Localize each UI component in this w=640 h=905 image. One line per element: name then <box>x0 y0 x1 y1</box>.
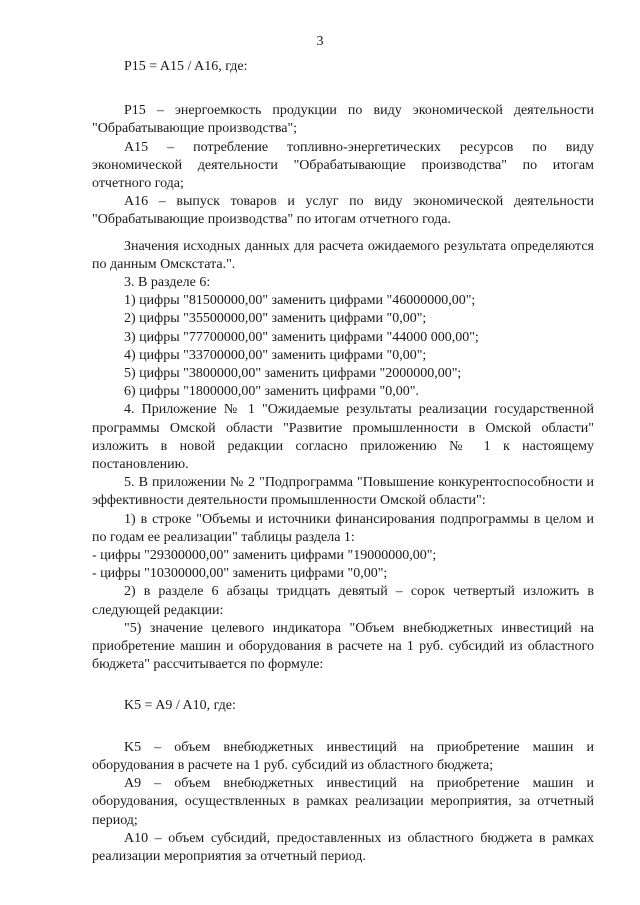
item-3-line-3: 3) цифры "77700000,00" заменить цифрами "44000 000,00"; <box>124 329 479 345</box>
definition-k5: K5 – объем внебюджетных инвестиций на приобретение машин и оборудования в расчете на 1 руб. субсидий из областного бюджета; <box>92 739 594 773</box>
quoted-indicator-text: "5) значение целевого индикатора "Объем внебюджетных инвестиций на приобретение машин и оборудования в расчете на 1 руб. субсидий из областного бюджета" рассчитывается по формуле: <box>92 620 594 673</box>
formula-k5: K5 = A9 / A10, где: <box>124 697 236 713</box>
item-3-line-5: 5) цифры "3800000,00" заменить цифрами "2000000,00"; <box>124 366 462 382</box>
page-number: 3 <box>316 34 324 49</box>
item-3-line-2: 2) цифры "35500000,00" заменить цифрами "0,00"; <box>124 311 427 327</box>
definition-p15: P15 – энергоемкость продукции по виду экономической деятельности "Обрабатывающие производства"; <box>92 103 594 137</box>
definition-a9: A9 – объем внебюджетных инвестиций на приобретение машин и оборудования, осуществленных в рамках реализации мероприятия, за отчетный период; <box>92 776 594 828</box>
item-3-line-1: 1) цифры "81500000,00" заменить цифрами "46000000,00"; <box>124 293 476 309</box>
item-5-subitem-2: 2) в разделе 6 абзацы тридцать девятый – сорок четвертый изложить в следующей редакции: <box>92 584 594 618</box>
item-3-line-4: 4) цифры "33700000,00" заменить цифрами "0,00"; <box>124 347 427 363</box>
definition-a16: A16 – выпуск товаров и услуг по виду экономической деятельности "Обрабатывающие производства" по итогам отчетного года. <box>92 194 594 228</box>
formula-p15: P15 = A15 / A16, где: <box>124 59 248 74</box>
values-note: Значения исходных данных для расчета ожидаемого результата определяются по данным Омскстата.". <box>92 238 594 272</box>
definition-a10: A10 – объем субсидий, предоставленных из областного бюджета в рамках реализации мероприятия за отчетный период. <box>92 830 594 864</box>
definition-a15: A15 – потребление топливно-энергетических ресурсов по виду экономической деятельности "Обрабатывающие производства" по итогам отчетного года; <box>92 139 594 192</box>
item-5-subitem-1-line-2: - цифры "10300000,00" заменить цифрами "0,00"; <box>92 566 388 582</box>
item-3-heading: 3. В разделе 6: <box>124 275 211 291</box>
item-4: 4. Приложение № 1 "Ожидаемые результаты реализации государственной программы Омской области "Развитие промышленности в Омской области" изложить в новой редакции согласно приложению № 1 к настоящему постановлению. <box>92 402 594 473</box>
item-3-line-6: 6) цифры "1800000,00" заменить цифрами "0,00". <box>124 384 419 400</box>
document-body <box>92 58 594 866</box>
item-5-subitem-1: 1) в строке "Объемы и источники финансирования подпрограммы в целом и по годам ее реализации" таблицы раздела 1: <box>92 511 594 545</box>
item-5: 5. В приложении № 2 "Подпрограмма "Повышение конкурентоспособности и эффективности деятельности промышленности Омской области": <box>92 475 594 509</box>
item-5-subitem-1-line-1: - цифры "29300000,00" заменить цифрами "19000000,00"; <box>92 548 437 564</box>
